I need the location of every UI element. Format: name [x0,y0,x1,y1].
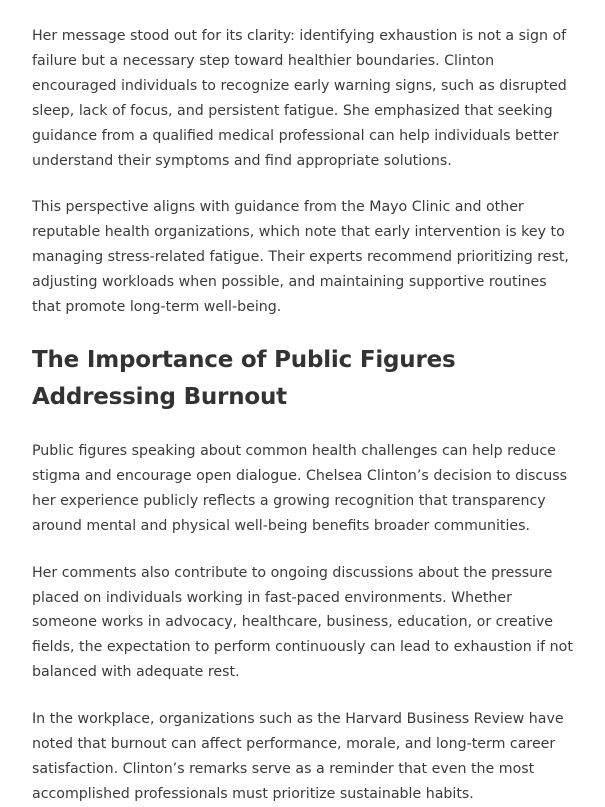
paragraph-mayo-clinic: This perspective aligns with guidance from the Mayo Clinic and other reputable health organizations, which note that early intervention is key to managing stress-related fatigue. Their experts recommend prioritizing rest, adjusting workloads when possible, and maintaining supportive routines that promote long-term well-being. [32,199,569,316]
paragraph-workplace: In the workplace, organizations such as the Harvard Business Review have noted that burnout can affect performance, morale, and long-term career satisfaction. Clinton’s remarks serve as a reminder that even the most accomplished professionals must prioritize sustainable habits. [32,711,564,802]
paragraph-pressure: Her comments also contribute to ongoing discussions about the pressure placed on individuals working in fast-paced environments. Whether someone works in advocacy, healthcare, business, education, or creative fields, the expectation to perform continuously can lead to exhaustion if not balanced with adequate rest. [32,564,573,681]
paragraph-public-figures: Public figures speaking about common health challenges can help reduce stigma and encourage open dialogue. Chelsea Clinton’s decision to discuss her experience publicly reflects a growing recognition that transparency around mental and physical well-being benefits broader communities. [32,442,567,534]
section-heading: The Importance of Public Figures Addressing Burnout [32,346,456,410]
paragraph-clarity: Her message stood out for its clarity: identifying exhaustion is not a sign of failure but a necessary step toward healthier boundaries. Clinton encouraged individuals to recognize early warning signs, such as disrupted sleep, lack of focus, and persistent fatigue. She emphasized that seeking guidance from a qualified medical professional can help individuals better understand their symptoms and find appropriate solutions. [32,28,567,169]
